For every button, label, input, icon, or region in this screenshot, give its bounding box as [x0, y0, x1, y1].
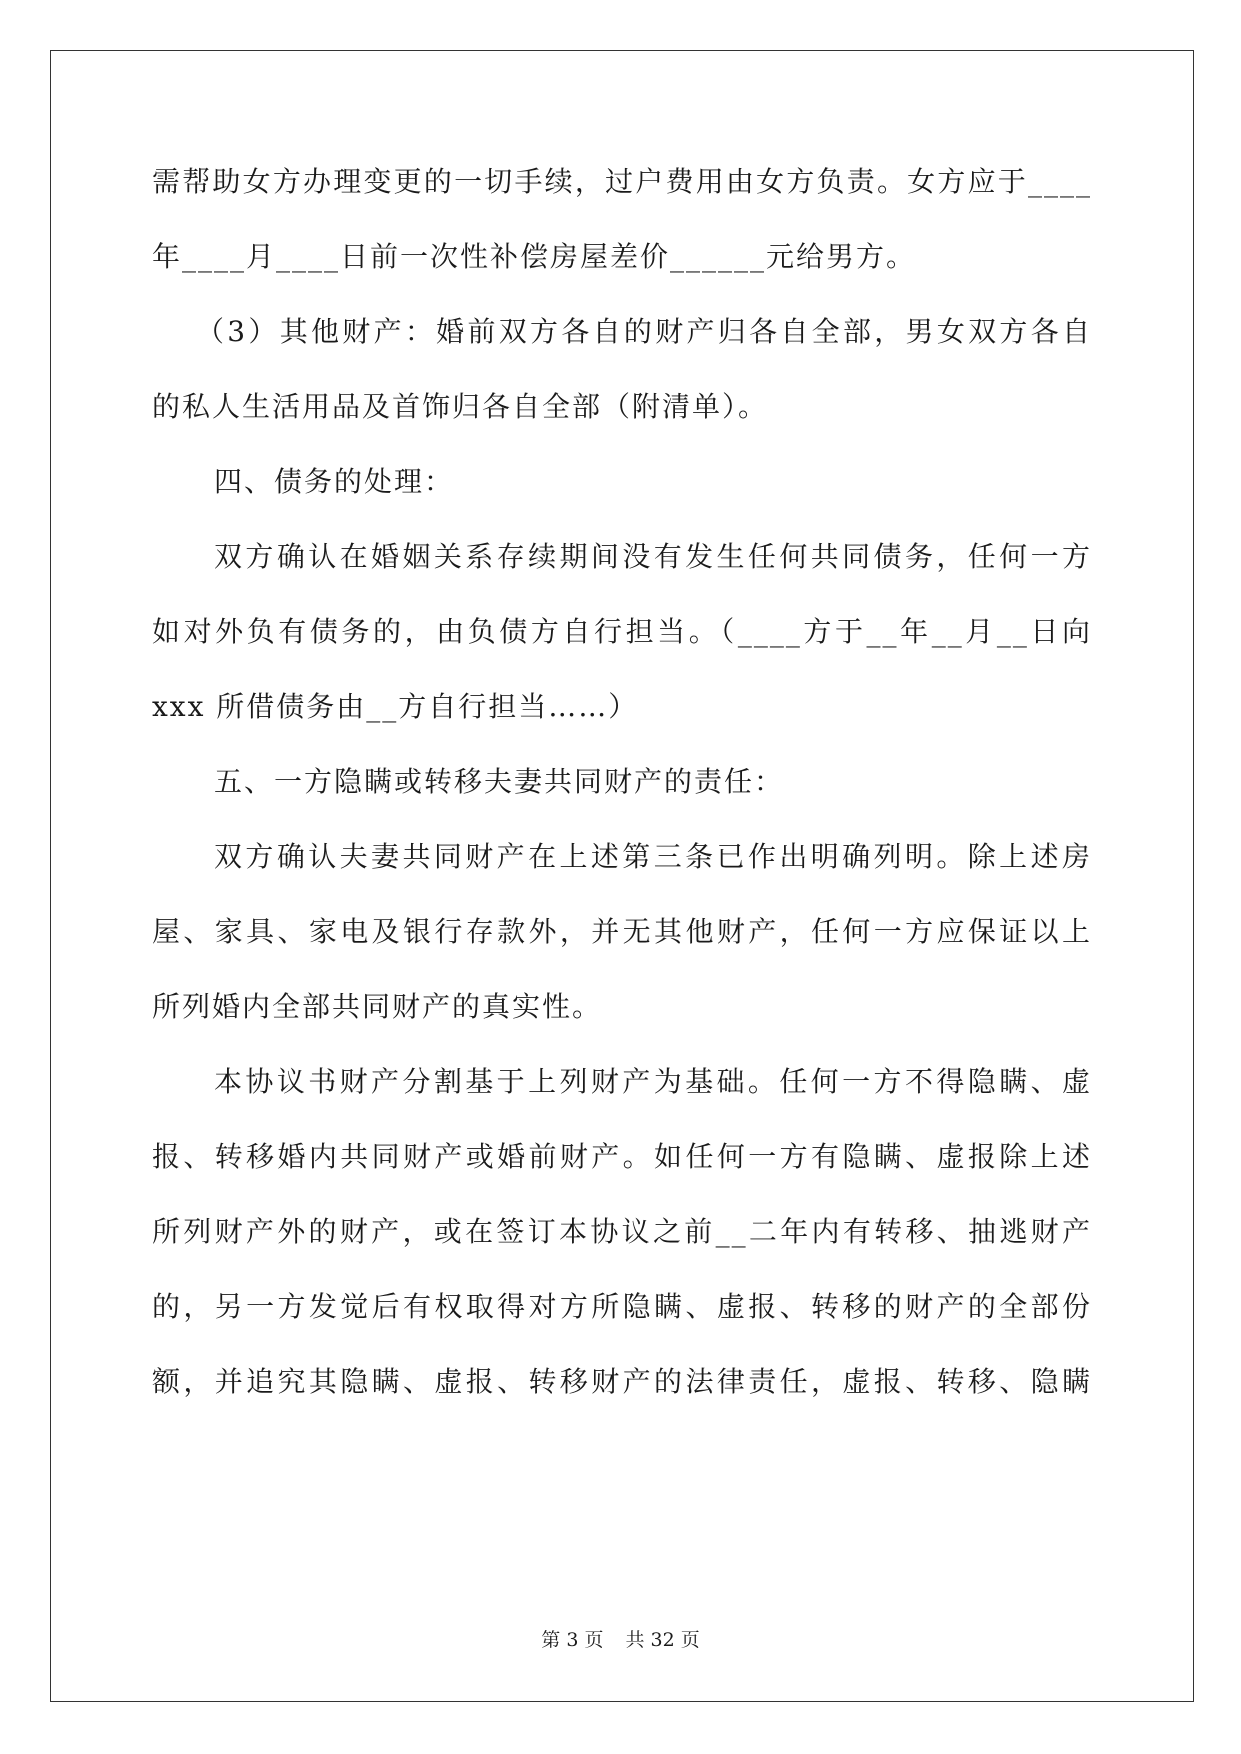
text-line: 报、转移婚内共同财产或婚前财产。如任何一方有隐瞒、虚报除上述 — [152, 1140, 1092, 1173]
text-line: xxx 所借债务由__方自行担当……） — [152, 690, 639, 723]
text-line: 需帮助女方办理变更的一切手续，过户费用由女方负责。女方应于____ — [152, 165, 1092, 198]
text-line: 屋、家具、家电及银行存款外，并无其他财产，任何一方应保证以上 — [152, 915, 1092, 948]
page-footer — [0, 1628, 1241, 1652]
text-line: 年____月____日前一次性补偿房屋差价______元给男方。 — [152, 240, 917, 273]
text-line: 额，并追究其隐瞒、虚报、转移财产的法律责任，虚报、转移、隐瞒 — [152, 1365, 1092, 1398]
text-line: 本协议书财产分割基于上列财产为基础。任何一方不得隐瞒、虚 — [214, 1065, 1092, 1098]
text-line: 所列婚内全部共同财产的真实性。 — [152, 990, 603, 1023]
text-line: 的私人生活用品及首饰归各自全部（附清单）。 — [152, 390, 769, 423]
text-line: （3）其他财产：婚前双方各自的财产归各自全部，男女双方各自 — [196, 315, 1092, 348]
text-line: 所列财产外的财产，或在签订本协议之前__二年内有转移、抽逃财产 — [152, 1215, 1092, 1248]
text-line: 如对外负有债务的，由负债方自行担当。（____方于__年__月__日向 — [152, 615, 1092, 648]
text-line: 双方确认在婚姻关系存续期间没有发生任何共同债务，任何一方 — [214, 540, 1092, 573]
page-total: 共 32 页 — [625, 1629, 700, 1651]
text-line: 的，另一方发觉后有权取得对方所隐瞒、虚报、转移的财产的全部份 — [152, 1290, 1092, 1323]
section-heading: 四、债务的处理： — [214, 465, 455, 498]
section-heading: 五、一方隐瞒或转移夫妻共同财产的责任： — [214, 765, 785, 798]
text-line: 双方确认夫妻共同财产在上述第三条已作出明确列明。除上述房 — [214, 840, 1092, 873]
page-number: 第 3 页 — [541, 1629, 604, 1651]
